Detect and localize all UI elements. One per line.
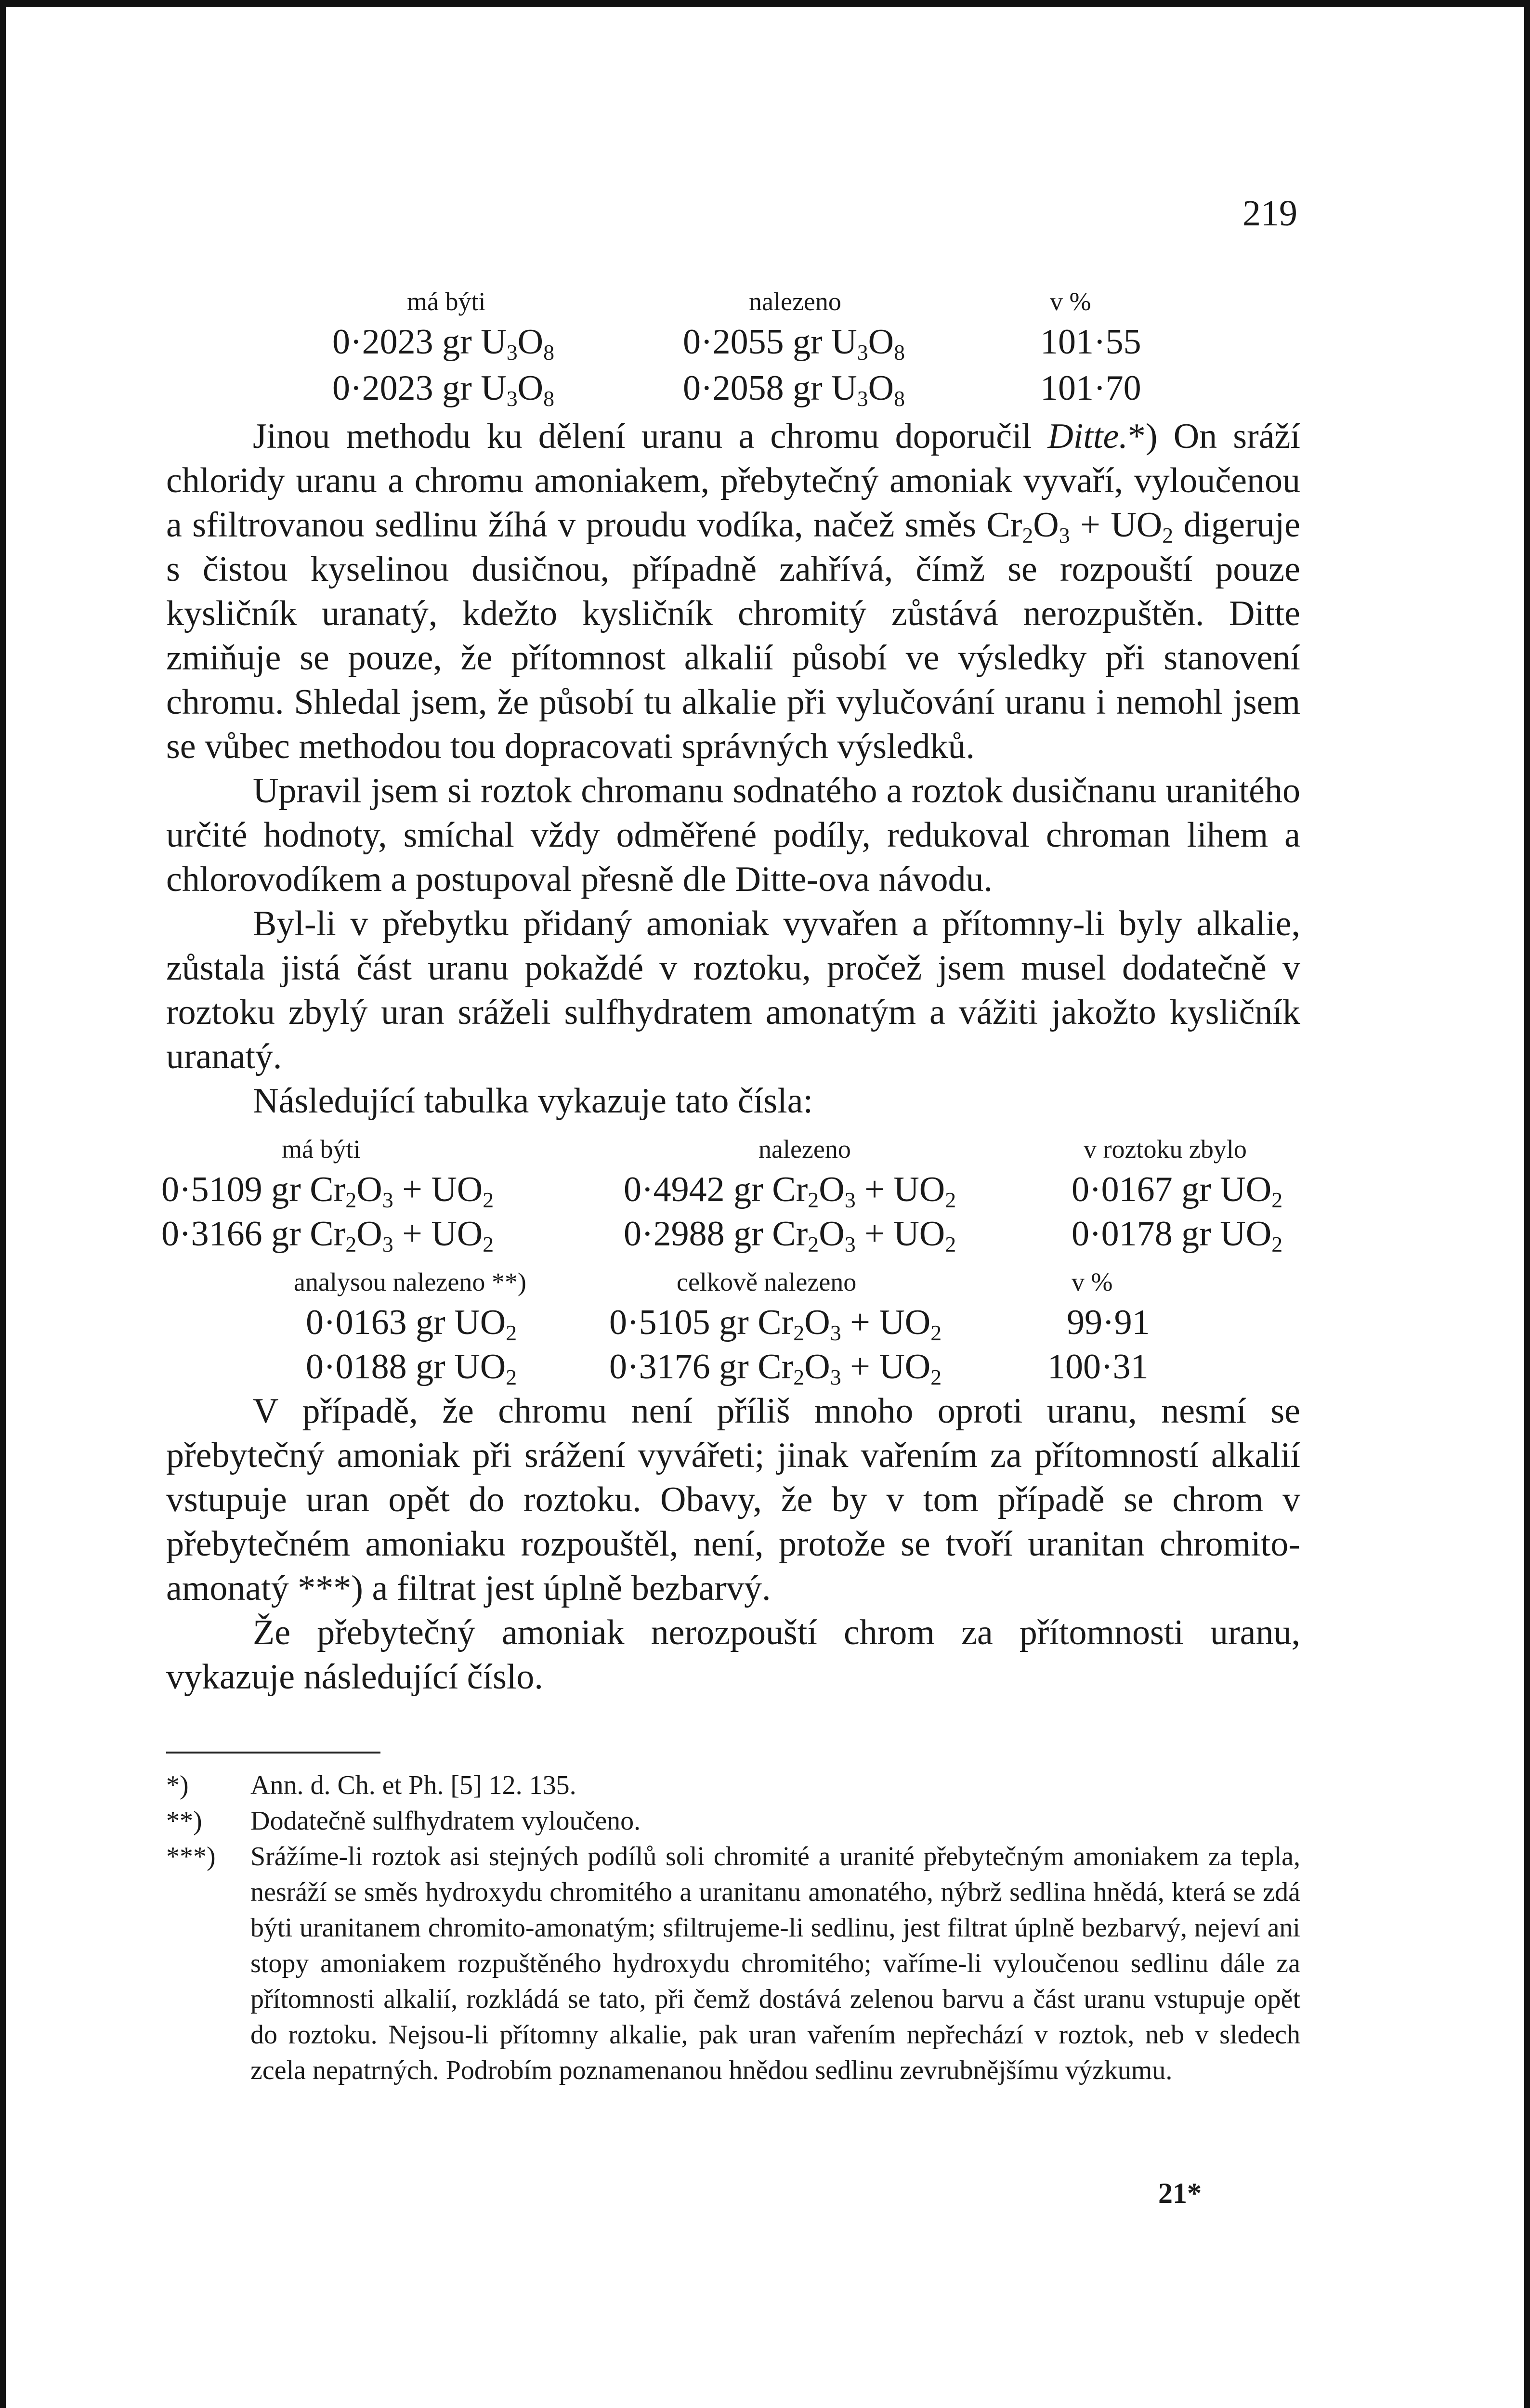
main-text — [161, 414, 1301, 1699]
t2-header-remaining: v roztoku zbylo — [1084, 1135, 1247, 1164]
paragraph-ammonia-excess: Byl-li v přebytku přidaný amoniak vyvařen a přítomny-li byly alkalie, zůstala jistá část uranu pokaždé v roztoku, pročež jsem musel dodatečně v roztoku zbylý uran sráželi sulfhydratem amonatým a vážiti jakožto kysličník uranatý. — [166, 904, 1300, 1076]
t1-header-expected: má býti — [407, 287, 486, 316]
footnote-mark: **) — [166, 1806, 202, 1836]
t1-header-percent: v % — [1050, 287, 1091, 316]
t2-header-expected: má býti — [282, 1135, 361, 1164]
t1-row2-percent: 101·70 — [1040, 368, 1141, 408]
page-number: 219 — [1242, 193, 1297, 234]
t2-row4-percent: 100·31 — [1047, 1347, 1149, 1387]
t1-row1-expected: 0·2023 gr $U_3O_8$ — [332, 322, 555, 365]
t1-row1-found: 0·2055 gr $U_3O_8$ — [683, 322, 905, 365]
t2-row1-remaining: 0·0167 gr $UO_2$ — [1072, 1170, 1283, 1212]
t2-header-percent: v % — [1072, 1268, 1113, 1296]
t2-row3-total: 0·5105 gr $Cr_2O_3 + UO_2$ — [609, 1303, 942, 1345]
t1-row2-expected: 0·2023 gr $U_3O_8$ — [332, 368, 555, 411]
paragraph-table-intro: Následující tabulka vykazuje tato čísla: — [253, 1081, 813, 1121]
footnotes — [166, 1767, 1300, 2088]
t2-row4-total: 0·3176 gr $Cr_2O_3 + UO_2$ — [609, 1347, 942, 1389]
t2-header-total: celkově nalezeno — [677, 1268, 857, 1296]
t2-row3-analysis: 0·0163 gr $UO_2$ — [306, 1303, 517, 1345]
paragraph-ditte-method: Jinou methodu ku dělení uranu a chromu doporučil Ditte.*) On sráží chloridy uranu a chromu amoniakem, přebytečný amoniak vyvaří, vyloučenou a sfiltrovanou sedlinu žíhá v proudu vodíka, načež směs $Cr_2O_3 + UO_2$ digeruje s čistou kyselinou dusičnou, případně zahřívá, čímž se rozpouští pouze kysličník uranatý, kdežto kysličník chromitý zůstává nerozpuštěn. Ditte zmiňuje se pouze, že přítomnost alkalií působí ve výsledky při stanovení chromu. Shledal jsem, že působí tu alkalie při vylučování uranu i nemohl jsem se vůbec methodou tou dopracovati správných výsledků. — [166, 417, 1301, 766]
paragraph-chromium-case: V případě, že chromu není příliš mnoho oproti uranu, nesmí se přebytečný amoniak při srážení vyvářeti; jinak vařením za přítomností alkalií vstupuje uran opět do roztoku. Obavy, že by v tom případě se chrom v přebytečném amoniaku rozpouštěl, není, protože se tvoří uranitan chromito-amonatý ***) a filtrat jest úplně bezbarvý. — [166, 1391, 1300, 1608]
t2-header-row2 — [166, 1256, 1300, 1300]
paragraph-ammonia-chromium: Že přebytečný amoniak nerozpouští chrom za přítomnosti uranu, vykazuje následující číslo. — [166, 1613, 1300, 1697]
t2-row4 — [166, 1345, 1300, 1389]
t2-row1-expected: 0·5109 gr $Cr_2O_3 + UO_2$ — [161, 1170, 494, 1212]
footnote-1: *) Ann. d. Ch. et Ph. [5] 12. 135. — [166, 1767, 1300, 1803]
t2-row2-remaining: 0·0178 gr $UO_2$ — [1072, 1214, 1283, 1256]
t2-row2-expected: 0·3166 gr $Cr_2O_3 + UO_2$ — [161, 1214, 494, 1256]
t1-row1-percent: 101·55 — [1040, 322, 1141, 362]
t2-row3 — [166, 1300, 1300, 1345]
t1-row2-found: 0·2058 gr $U_3O_8$ — [683, 368, 905, 411]
t1-header-found: nalezeno — [749, 287, 841, 316]
t2-row1 — [161, 1167, 1300, 1212]
footnote-separator — [166, 1752, 380, 1754]
t2-row3-percent: 99·91 — [1067, 1303, 1150, 1342]
t2-row1-found: 0·4942 gr $Cr_2O_3 + UO_2$ — [624, 1170, 956, 1212]
footnote-mark: ***) — [166, 1842, 216, 1871]
printer-signature: 21* — [1158, 2177, 1202, 2209]
t2-header-row — [166, 1123, 1300, 1167]
t2-row2 — [161, 1212, 1300, 1256]
t2-header-analysis: analysou nalezeno **) — [294, 1268, 526, 1296]
t2-header-found: nalezeno — [758, 1135, 851, 1164]
footnote-2: **) Dodatečně sulfhydratem vyloučeno. — [166, 1803, 1300, 1839]
t2-row2-found: 0·2988 gr $Cr_2O_3 + UO_2$ — [624, 1214, 956, 1256]
ditte-name: Ditte. — [1047, 417, 1128, 456]
footnote-mark: *) — [166, 1770, 189, 1800]
footnote-3: ***) Srážíme-li roztok asi stejných podílů soli chromité a uranité přebytečným amoniakem za tepla, nesráží se směs hydroxydu chromitého a uranitanu amonatého, nýbrž sedlina hnědá, která se zdá býti uranitanem chromito-amonatým; sfiltrujeme-li sedlinu, jest filtrat úplně bezbarvý, nejeví ani stopy amoniakem rozpuštěného hydroxydu chromitého; vaříme-li vyloučenou sedlinu dále za přítomnosti alkalií, rozkládá se tato, při čemž dostává zelenou barvu a část uranu vstupuje opět do roztoku. Nejsou-li přítomny alkalie, pak uran vařením nepřechází v roztok, neb v sledech zcela nepatrných. Podrobím poznamenanou hnědou sedlinu zevrubnějšímu výzkumu. — [166, 1839, 1300, 2088]
paragraph-chromate-solution: Upravil jsem si roztok chromanu sodnatého a roztok dusičnanu uranitého určité hodnoty, smíchal vždy odměřené podíly, redukoval chroman lihem a chlorovodíkem a postupoval přesně dle Ditte-ova návodu. — [166, 771, 1300, 899]
t2-row4-analysis: 0·0188 gr $UO_2$ — [306, 1347, 517, 1389]
